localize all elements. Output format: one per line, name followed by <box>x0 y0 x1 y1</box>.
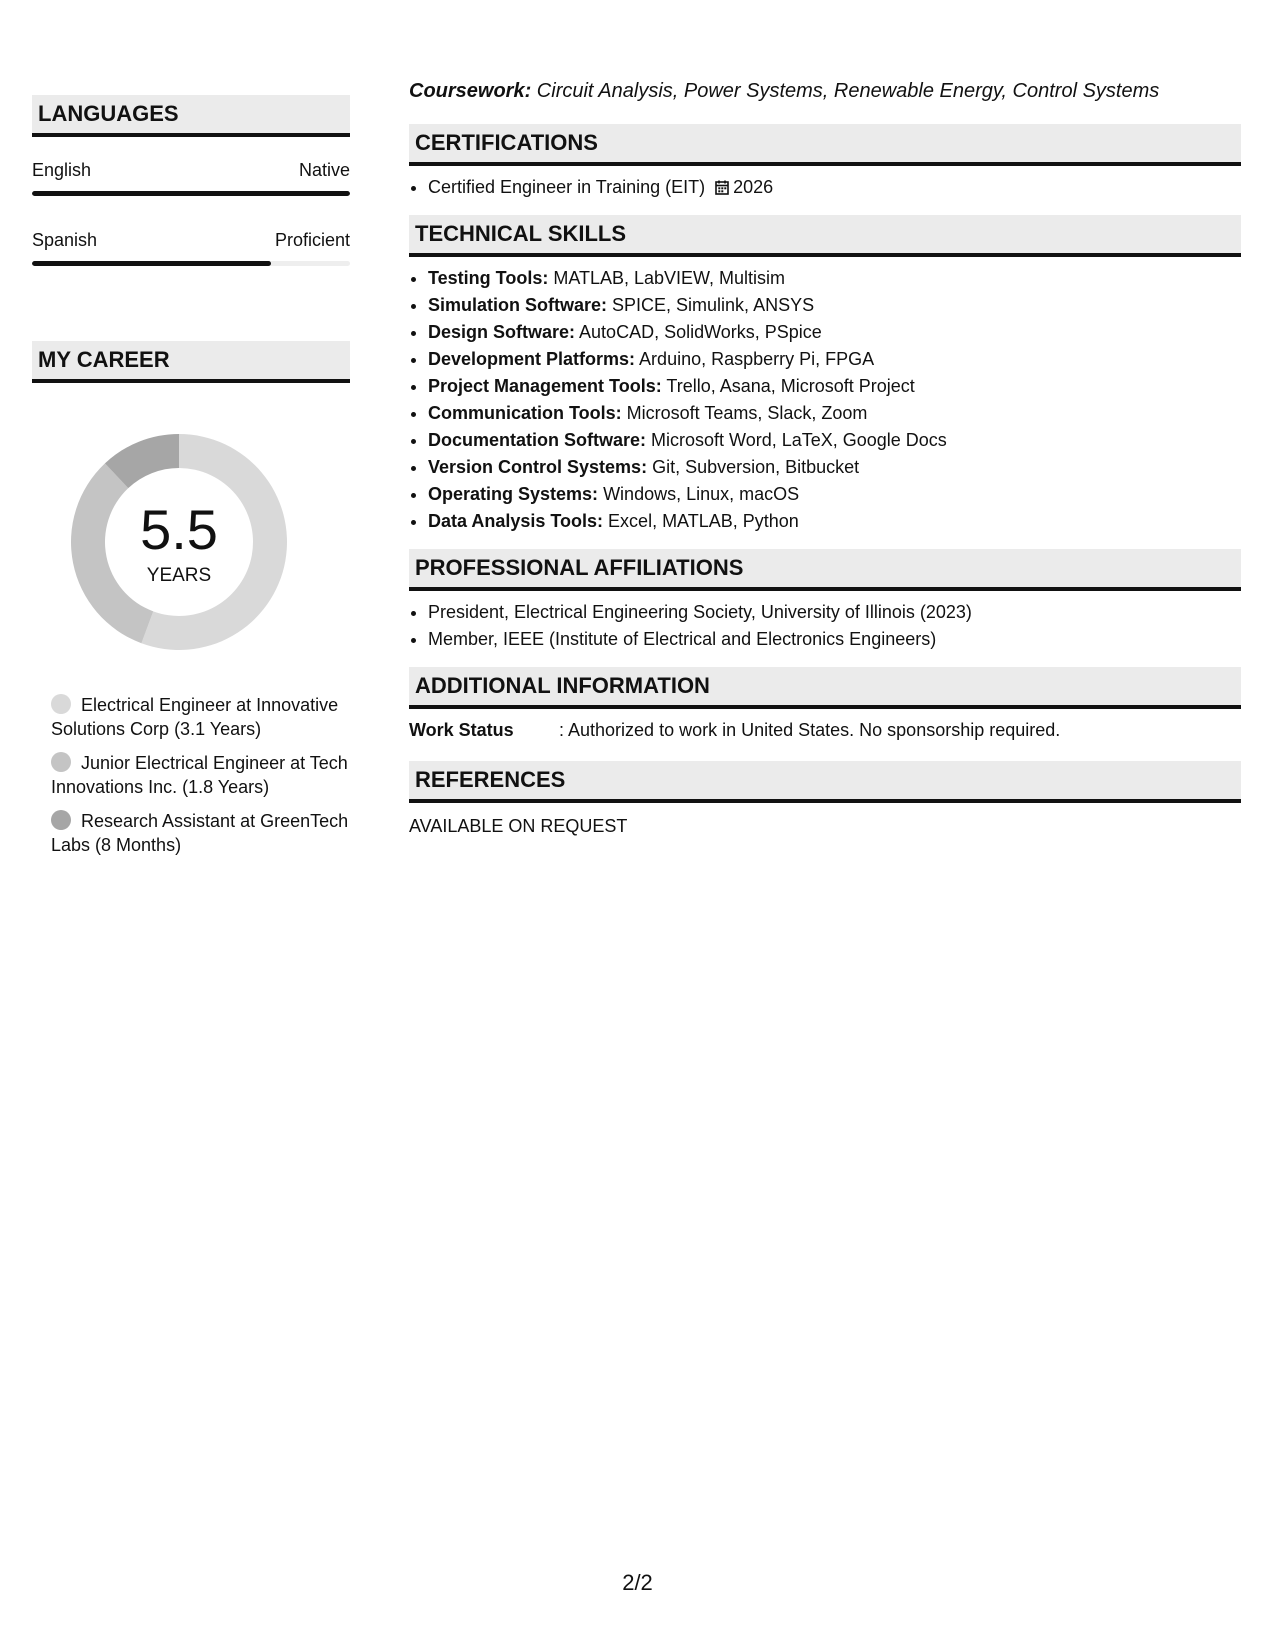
affiliation-item: • President, Electrical Engineering Society, University of Illinois (2023) <box>428 599 1241 626</box>
affiliation-item: • Member, IEEE (Institute of Electrical and Electronics Engineers) <box>428 626 1241 653</box>
skill-value: Trello, Asana, Microsoft Project <box>661 376 915 396</box>
career-donut-chart <box>64 427 294 657</box>
skill-item <box>428 265 1241 292</box>
references-text: AVAILABLE ON REQUEST <box>409 816 628 836</box>
skill-item <box>428 400 1241 427</box>
right-column <box>409 78 1241 839</box>
skill-label: Communication Tools: <box>428 403 622 423</box>
work-status-value: : Authorized to work in United States. No sponsorship required. <box>559 720 1061 740</box>
left-column <box>32 95 350 867</box>
language-bar-fill <box>32 261 271 266</box>
legend-dot <box>51 752 71 772</box>
skill-value: MATLAB, LabVIEW, Multisim <box>548 268 786 288</box>
affiliations-heading: PROFESSIONAL AFFILIATIONS <box>409 549 1241 591</box>
skill-item <box>428 427 1241 454</box>
legend-label: Electrical Engineer at Innovative Solutions Corp (3.1 Years) <box>51 695 339 739</box>
skill-value: SPICE, Simulink, ANSYS <box>607 295 815 315</box>
coursework-label: Coursework: <box>409 80 532 102</box>
career-total-unit: YEARS <box>146 565 212 586</box>
legend-label: Junior Electrical Engineer at Tech Innovations Inc. (1.8 Years) <box>51 753 348 797</box>
skill-label: Operating Systems: <box>428 484 599 504</box>
work-status-row <box>409 717 1241 743</box>
technical-skills-heading: TECHNICAL SKILLS <box>409 215 1241 257</box>
language-item <box>32 229 350 266</box>
skill-label: Development Platforms: <box>428 349 636 369</box>
skill-item <box>428 454 1241 481</box>
language-level: Proficient <box>274 230 350 250</box>
career-legend <box>51 693 351 857</box>
skill-item <box>428 346 1241 373</box>
skill-value: Git, Subversion, Bitbucket <box>647 457 860 477</box>
career-legend-item <box>51 751 351 799</box>
page-number: 2/2 <box>622 1570 653 1595</box>
coursework-value: Circuit Analysis, Power Systems, Renewable Energy, Control Systems <box>531 80 1160 102</box>
skill-item <box>428 319 1241 346</box>
calendar-icon <box>715 180 729 195</box>
skill-label: Documentation Software: <box>428 430 647 450</box>
skill-item <box>428 508 1241 535</box>
skill-label: Version Control Systems: <box>428 457 648 477</box>
language-bar-fill <box>32 191 350 196</box>
legend-dot <box>51 810 71 830</box>
language-item <box>32 159 350 196</box>
legend-label: Research Assistant at GreenTech Labs (8 Months) <box>51 811 349 855</box>
skill-value: Microsoft Word, LaTeX, Google Docs <box>646 430 947 450</box>
languages-heading: LANGUAGES <box>32 95 350 137</box>
skill-label: Data Analysis Tools: <box>428 511 604 531</box>
additional-info-heading: ADDITIONAL INFORMATION <box>409 667 1241 709</box>
skill-item <box>428 373 1241 400</box>
skill-value: AutoCAD, SolidWorks, PSpice <box>575 322 822 342</box>
skill-item <box>428 481 1241 508</box>
language-bar <box>32 261 350 266</box>
work-status-label: Work Status <box>409 720 514 740</box>
affiliations-list <box>409 599 1241 653</box>
technical-skills-list <box>409 265 1241 535</box>
language-name: English <box>32 160 92 180</box>
skill-label: Project Management Tools: <box>428 376 662 396</box>
certification-year: 2026 <box>733 177 774 197</box>
coursework <box>409 78 1241 104</box>
skill-value: Excel, MATLAB, Python <box>603 511 799 531</box>
skill-label: Simulation Software: <box>428 295 608 315</box>
certification-name: Certified Engineer in Training (EIT) <box>428 177 706 197</box>
certifications-list <box>409 174 1241 201</box>
legend-dot <box>51 694 71 714</box>
career-heading: MY CAREER <box>32 341 350 383</box>
language-name: Spanish <box>32 230 98 250</box>
certifications-heading: CERTIFICATIONS <box>409 124 1241 166</box>
skill-value: Arduino, Raspberry Pi, FPGA <box>635 349 875 369</box>
language-level: Native <box>298 160 350 180</box>
skill-value: Windows, Linux, macOS <box>598 484 800 504</box>
career-legend-item <box>51 809 351 857</box>
skill-value: Microsoft Teams, Slack, Zoom <box>621 403 868 423</box>
references-heading: REFERENCES <box>409 761 1241 803</box>
certification-item <box>428 174 1241 201</box>
career-total-value: 5.5 <box>140 498 218 561</box>
career-legend-item <box>51 693 351 741</box>
skill-item <box>428 292 1241 319</box>
language-bar <box>32 191 350 196</box>
skill-label: Testing Tools: <box>428 268 549 288</box>
skill-label: Design Software: <box>428 322 576 342</box>
